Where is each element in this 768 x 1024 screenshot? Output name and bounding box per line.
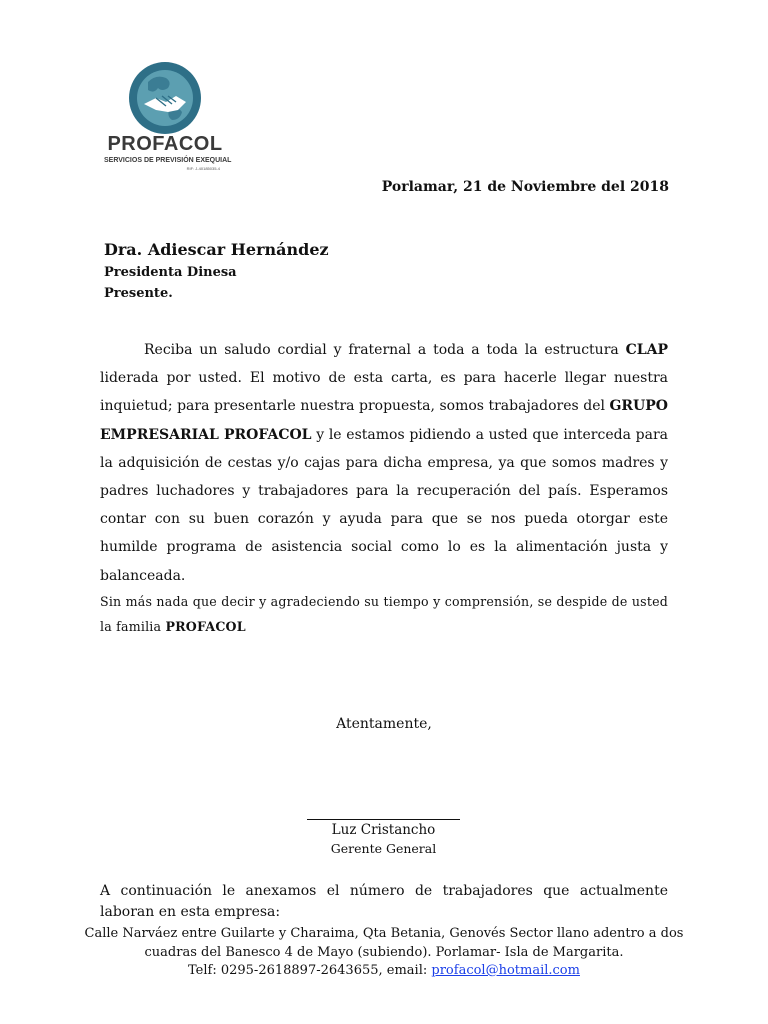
farewell-paragraph <box>100 589 668 639</box>
handshake-globe-icon <box>104 58 226 136</box>
body-text-c: y le estamos pidiendo a usted que interceda para la adquisición de cestas y/o cajas para dicha empresa, ya que somos madres y padres luchadores y trabajadores para la recuperación del país. Esperamos contar con su buen corazón y ayuda para que se nos pueda otorgar este humilde programa de asistencia social como lo es la alimentación justa y balanceada. <box>100 426 668 584</box>
logo-brand-text: PROFACOL <box>107 133 223 155</box>
clap-text: CLAP <box>625 342 668 358</box>
recipient-block <box>104 238 329 304</box>
recipient-present: Presente. <box>104 286 173 301</box>
company-logo <box>104 58 232 176</box>
footer-phone: Telf: 0295-2618897-2643655, email: <box>188 963 432 978</box>
recipient-name: Dra. Adiescar Hernández <box>104 240 329 259</box>
signer-role: Gerente General <box>330 841 437 856</box>
body-text-b: liderada por usted. El motivo de esta carta, es para hacerle llegar nuestra inquietud; para presentarle nuestra propuesta, somos trabajadores del <box>100 370 668 415</box>
recipient-role: Presidenta Dinesa <box>104 265 237 280</box>
body-paragraph <box>100 336 668 590</box>
footer-line-2: cuadras del Banesco 4 de Mayo (subiendo). Porlamar- Isla de Margarita. <box>144 944 624 960</box>
grupo-text: GRUPO EMPRESARIAL PROFACOL <box>100 398 668 443</box>
footer-contact <box>0 962 768 981</box>
email-link[interactable]: profacol@hotmail.com <box>431 963 580 978</box>
annex-paragraph: A continuación le anexamos el número de trabajadores que actualmente laboran en esta empresa: <box>100 883 668 920</box>
footer-address <box>0 925 768 981</box>
body-text-a: Reciba un saludo cordial y fraternal a toda a toda la estructura <box>144 342 626 358</box>
signer-name: Luz Cristancho <box>331 822 436 838</box>
logo-rif: RIF: J-40185035-4 <box>186 166 220 171</box>
farewell-brand: PROFACOL <box>165 619 246 634</box>
farewell-text: Sin más nada que decir y agradeciendo su tiempo y comprensión, se despide de usted la familia <box>100 594 668 634</box>
logo-tagline: SERVICIOS DE PREVISIÓN EXEQUIAL <box>104 157 232 164</box>
footer-line-1: Calle Narváez entre Guilarte y Charaima, Qta Betania, Genovés Sector llano adentro a dos <box>84 926 684 941</box>
closing-salutation: Atentamente, <box>336 716 432 732</box>
letter-date: Porlamar, 21 de Noviembre del 2018 <box>381 179 669 195</box>
signature-line <box>307 819 460 820</box>
